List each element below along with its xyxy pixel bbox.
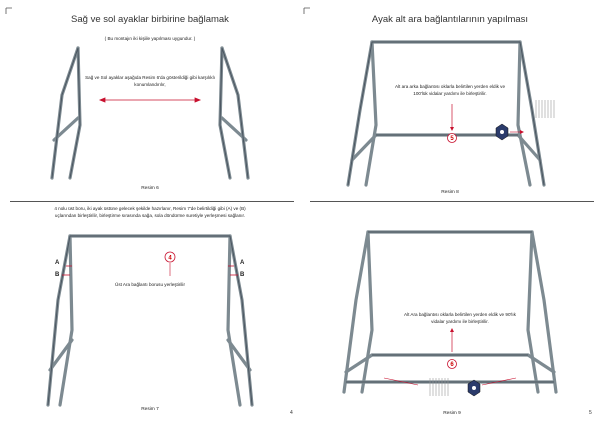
part-number-4: 4 [168, 255, 172, 262]
right-page [300, 0, 600, 424]
right-leg-illustration [220, 48, 248, 178]
part-number-6: 6 [450, 362, 454, 369]
caption-resim-8: Resim 8 [441, 190, 459, 195]
bolts-icon-resim-9 [430, 378, 448, 396]
label-a-left: A [55, 260, 60, 266]
instruction-ust-ara-baglanti: Üst Ara bağlantı borusu yerleştirilir [115, 282, 185, 287]
positioning-arrow [100, 98, 200, 102]
right-page-illustrations [300, 0, 600, 424]
caption-resim-6: Resim 6 [141, 186, 159, 191]
label-a-right: A [240, 260, 245, 266]
label-b-left: B [55, 272, 60, 278]
instruction-resim-7: 4 nolu üst boru, iki ayak üstüne gelecek şekilde hazırlanır, Resim 7'de belirtildiği gibi (A) ve (B) uçlarından birleştirilir, birleştirme sırasında sağa, sola döndürme suretiyle yerleşmesi sağlanır. [54, 206, 246, 218]
caption-resim-7: Resim 7 [141, 407, 159, 412]
left-leg-illustration [52, 48, 80, 178]
bolts-icon [536, 100, 554, 118]
instruction-resim-9: Alt Ara bağlantısı oklarla belirtilen yerden eldik ve 90'lık vidalar yardımı ile birleştirilir. [404, 312, 516, 324]
left-page-subtitle: ( Bu montajın iki kişiile yapılması uygundur. ) [104, 36, 196, 41]
instruction-resim-6: Sağ ve Sol ayaklar aşağıda Resim 6'da gösterildiği gibi karşılıklı konumlandırılır, [85, 75, 215, 87]
page-number-right: 5 [589, 410, 592, 416]
part-number-5: 5 [450, 136, 454, 143]
right-page-title: Ayak alt ara bağlantılarının yapılması [371, 14, 529, 25]
left-page-title: Sağ ve sol ayaklar birbirine bağlamak [71, 14, 229, 25]
frame-resim-8 [348, 42, 544, 185]
label-b-right: B [240, 272, 245, 278]
page-number-left: 4 [290, 410, 293, 416]
instruction-resim-8: Alt ara arka bağlantısı oklarla belirtilen yerden eldik ve 100'lük vidalar yardımı ile birleştirilir. [394, 84, 506, 96]
assembled-frame-resim-7 [48, 236, 252, 405]
caption-resim-9: Resim 9 [443, 411, 461, 416]
